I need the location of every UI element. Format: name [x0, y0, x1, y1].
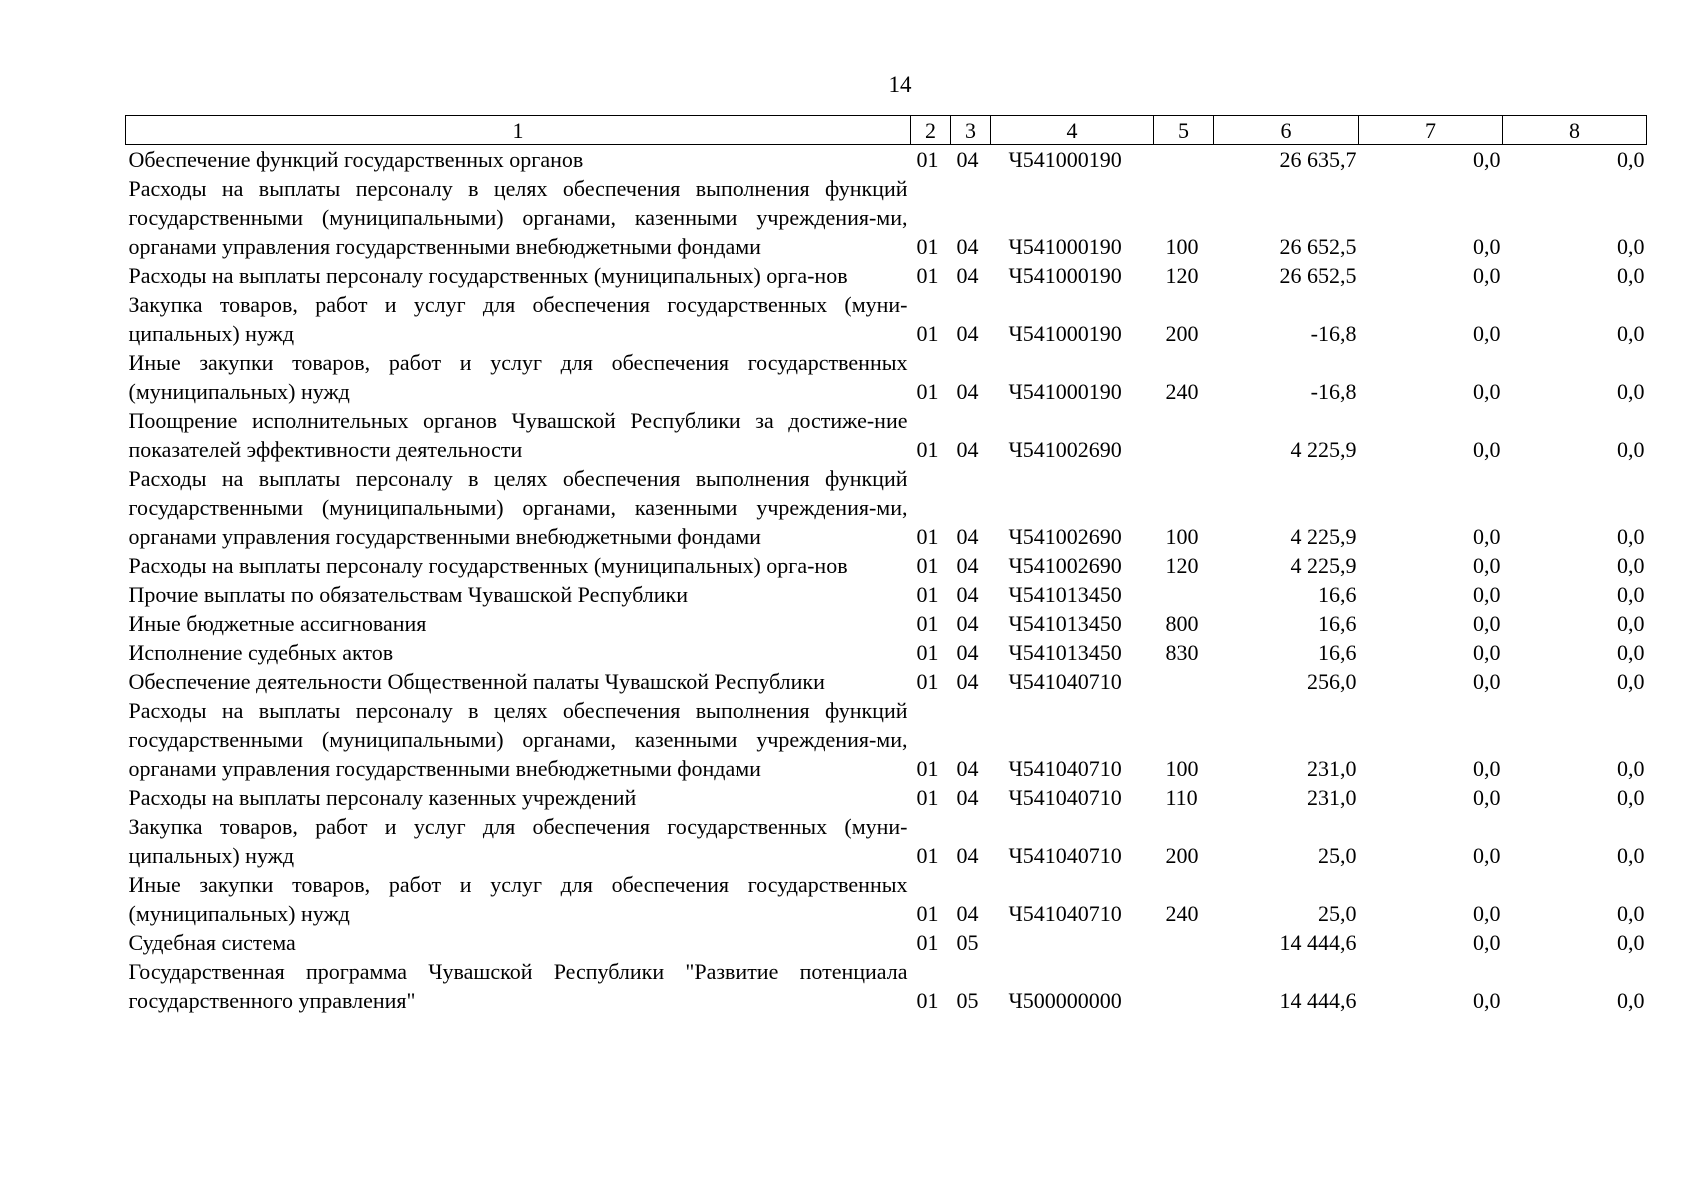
- header-col-7: 7: [1359, 116, 1503, 145]
- row-expense-type: 240: [1165, 379, 1199, 404]
- row-value-col8: 0,0: [1617, 930, 1645, 955]
- row-target-article: Ч541000190: [1008, 321, 1122, 346]
- row-subsection: 04: [956, 524, 979, 549]
- row-section: 01: [916, 321, 939, 346]
- row-value-col7: 0,0: [1473, 582, 1501, 607]
- row-section: 01: [916, 785, 939, 810]
- row-name: Расходы на выплаты персоналу государственных (муниципальных) орга-нов: [128, 553, 848, 578]
- header-col-5: 5: [1154, 116, 1214, 145]
- row-section: 01: [916, 640, 939, 665]
- row-section: 01: [916, 669, 939, 694]
- table-row: [126, 638, 1647, 667]
- row-target-article: Ч541002690: [1008, 524, 1122, 549]
- row-section: 01: [916, 437, 939, 462]
- row-name: Исполнение судебных актов: [128, 640, 394, 665]
- row-value-col6: 16,6: [1318, 582, 1357, 607]
- header-col-4: 4: [991, 116, 1154, 145]
- row-value-col7: 0,0: [1473, 437, 1501, 462]
- row-name: Обеспечение функций государственных органов: [128, 147, 584, 172]
- row-expense-type: 200: [1165, 843, 1199, 868]
- table-row: [126, 261, 1647, 290]
- table-row: [126, 145, 1647, 175]
- row-value-col8: 0,0: [1617, 785, 1645, 810]
- row-name: Обеспечение деятельности Общественной палаты Чувашской Республики: [128, 669, 825, 694]
- row-target-article: Ч541002690: [1008, 553, 1122, 578]
- row-expense-type: [1154, 957, 1214, 1015]
- row-name: Иные бюджетные ассигнования: [128, 611, 427, 636]
- row-value-col6: 231,0: [1307, 756, 1357, 781]
- row-value-col7: 0,0: [1473, 756, 1501, 781]
- row-expense-type: [1154, 406, 1214, 464]
- row-subsection: 05: [956, 988, 979, 1013]
- table-row: [126, 667, 1647, 696]
- row-subsection: 04: [956, 785, 979, 810]
- row-name: Поощрение исполнительных органов Чувашской Республики за достиже-ние показателей эффективности деятельности: [128, 408, 908, 462]
- table-header: [126, 116, 1647, 145]
- row-target-article: Ч541000190: [1008, 379, 1122, 404]
- row-target-article: Ч541002690: [1008, 437, 1122, 462]
- row-value-col7: 0,0: [1473, 524, 1501, 549]
- header-col-8: 8: [1503, 116, 1647, 145]
- header-row: [126, 116, 1647, 145]
- table-row: [126, 348, 1647, 406]
- page-number: 14: [888, 72, 912, 97]
- row-name: Закупка товаров, работ и услуг для обеспечения государственных (муни-ципальных) нужд: [128, 814, 908, 868]
- row-value-col6: 25,0: [1318, 901, 1357, 926]
- row-value-col8: 0,0: [1617, 234, 1645, 259]
- row-name: Расходы на выплаты персоналу в целях обеспечения выполнения функций государственными (муниципальными) органами, казенными учреждения-ми, органами управления государственными внебюджетными фондами: [128, 698, 908, 781]
- row-value-col8: 0,0: [1617, 524, 1645, 549]
- row-expense-type: 100: [1165, 756, 1199, 781]
- table-row: [126, 290, 1647, 348]
- row-value-col6: 256,0: [1307, 669, 1357, 694]
- row-name: Судебная система: [128, 930, 296, 955]
- header-col-1: 1: [126, 116, 911, 145]
- row-section: 01: [916, 147, 939, 172]
- row-name: Расходы на выплаты персоналу государственных (муниципальных) орга-нов: [128, 263, 848, 288]
- header-col-3: 3: [951, 116, 991, 145]
- row-target-article: Ч541000190: [1008, 263, 1122, 288]
- row-expense-type: 800: [1165, 611, 1199, 636]
- row-value-col8: 0,0: [1617, 553, 1645, 578]
- row-target-article: [991, 928, 1154, 957]
- row-expense-type: [1154, 667, 1214, 696]
- row-value-col7: 0,0: [1473, 785, 1501, 810]
- row-expense-type: 240: [1165, 901, 1199, 926]
- row-target-article: Ч541013450: [1008, 582, 1122, 607]
- row-target-article: Ч541040710: [1008, 843, 1122, 868]
- row-target-article: Ч541000190: [1008, 147, 1122, 172]
- row-expense-type: [1154, 145, 1214, 175]
- row-target-article: Ч541040710: [1008, 756, 1122, 781]
- row-subsection: 04: [956, 263, 979, 288]
- row-subsection: 05: [956, 930, 979, 955]
- row-target-article: Ч541000190: [1008, 234, 1122, 259]
- row-subsection: 04: [956, 611, 979, 636]
- row-value-col6: 16,6: [1318, 640, 1357, 665]
- row-subsection: 04: [956, 640, 979, 665]
- row-value-col8: 0,0: [1617, 611, 1645, 636]
- row-value-col6: 4 225,9: [1290, 524, 1357, 549]
- row-name: Закупка товаров, работ и услуг для обеспечения государственных (муни-ципальных) нужд: [128, 292, 908, 346]
- row-expense-type: 100: [1165, 524, 1199, 549]
- row-name: Расходы на выплаты персоналу казенных учреждений: [128, 785, 637, 810]
- row-value-col6: 4 225,9: [1290, 437, 1357, 462]
- row-expense-type: 830: [1165, 640, 1199, 665]
- row-target-article: Ч541040710: [1008, 669, 1122, 694]
- table-row: [126, 783, 1647, 812]
- row-expense-type: 200: [1165, 321, 1199, 346]
- row-value-col8: 0,0: [1617, 669, 1645, 694]
- row-value-col7: 0,0: [1473, 669, 1501, 694]
- row-target-article: Ч541040710: [1008, 901, 1122, 926]
- row-expense-type: 120: [1165, 263, 1199, 288]
- table-row: [126, 174, 1647, 261]
- row-subsection: 04: [956, 843, 979, 868]
- row-section: 01: [916, 901, 939, 926]
- row-section: 01: [916, 524, 939, 549]
- row-target-article: Ч541013450: [1008, 611, 1122, 636]
- row-value-col7: 0,0: [1473, 611, 1501, 636]
- row-section: 01: [916, 234, 939, 259]
- row-subsection: 04: [956, 379, 979, 404]
- table-row: [126, 580, 1647, 609]
- row-subsection: 04: [956, 437, 979, 462]
- row-value-col7: 0,0: [1473, 901, 1501, 926]
- row-value-col7: 0,0: [1473, 263, 1501, 288]
- row-value-col7: 0,0: [1473, 640, 1501, 665]
- row-value-col7: 0,0: [1473, 379, 1501, 404]
- row-value-col7: 0,0: [1473, 988, 1501, 1013]
- row-section: 01: [916, 553, 939, 578]
- row-target-article: Ч500000000: [1008, 988, 1122, 1013]
- row-subsection: 04: [956, 669, 979, 694]
- row-value-col8: 0,0: [1617, 437, 1645, 462]
- row-subsection: 04: [956, 582, 979, 607]
- row-section: 01: [916, 379, 939, 404]
- table-row: [126, 609, 1647, 638]
- row-value-col7: 0,0: [1473, 234, 1501, 259]
- table-row: [126, 870, 1647, 928]
- row-section: 01: [916, 582, 939, 607]
- row-expense-type: 110: [1165, 785, 1198, 810]
- row-value-col6: 25,0: [1318, 843, 1357, 868]
- header-col-6: 6: [1214, 116, 1359, 145]
- row-value-col8: 0,0: [1617, 756, 1645, 781]
- table-body: [126, 145, 1647, 1016]
- table-row: [126, 812, 1647, 870]
- header-col-2: 2: [911, 116, 951, 145]
- table-row: [126, 406, 1647, 464]
- table-row: [126, 464, 1647, 551]
- row-value-col6: 14 444,6: [1279, 930, 1357, 955]
- row-expense-type: [1154, 928, 1214, 957]
- row-section: 01: [916, 756, 939, 781]
- row-value-col7: 0,0: [1473, 843, 1501, 868]
- row-section: 01: [916, 263, 939, 288]
- row-subsection: 04: [956, 553, 979, 578]
- row-name: Расходы на выплаты персоналу в целях обеспечения выполнения функций государственными (муниципальными) органами, казенными учреждения-ми, органами управления государственными внебюджетными фондами: [128, 466, 908, 549]
- row-value-col8: 0,0: [1617, 988, 1645, 1013]
- table-row: [126, 957, 1647, 1015]
- row-value-col6: 26 652,5: [1279, 263, 1357, 288]
- row-value-col6: -16,8: [1310, 379, 1357, 404]
- row-name: Прочие выплаты по обязательствам Чувашской Республики: [128, 582, 688, 607]
- row-section: 01: [916, 930, 939, 955]
- row-value-col8: 0,0: [1617, 321, 1645, 346]
- row-name: Государственная программа Чувашской Республики "Развитие потенциала государственного управления": [128, 959, 908, 1013]
- row-expense-type: 100: [1165, 234, 1199, 259]
- row-target-article: Ч541013450: [1008, 640, 1122, 665]
- row-value-col8: 0,0: [1617, 901, 1645, 926]
- row-target-article: Ч541040710: [1008, 785, 1122, 810]
- row-subsection: 04: [956, 234, 979, 259]
- row-value-col6: 26 652,5: [1279, 234, 1357, 259]
- row-name: Иные закупки товаров, работ и услуг для обеспечения государственных (муниципальных) нужд: [128, 872, 908, 926]
- row-value-col7: 0,0: [1473, 930, 1501, 955]
- row-expense-type: 120: [1165, 553, 1199, 578]
- row-value-col6: -16,8: [1310, 321, 1357, 346]
- row-subsection: 04: [956, 147, 979, 172]
- row-value-col7: 0,0: [1473, 553, 1501, 578]
- row-value-col8: 0,0: [1617, 263, 1645, 288]
- row-section: 01: [916, 843, 939, 868]
- row-subsection: 04: [956, 901, 979, 926]
- row-value-col6: 231,0: [1307, 785, 1357, 810]
- row-value-col7: 0,0: [1473, 321, 1501, 346]
- table-row: [126, 696, 1647, 783]
- row-value-col8: 0,0: [1617, 640, 1645, 665]
- row-value-col8: 0,0: [1617, 582, 1645, 607]
- row-name: Расходы на выплаты персоналу в целях обеспечения выполнения функций государственными (муниципальными) органами, казенными учреждения-ми, органами управления государственными внебюджетными фондами: [128, 176, 908, 259]
- row-value-col6: 14 444,6: [1279, 988, 1357, 1013]
- row-value-col7: 0,0: [1473, 147, 1501, 172]
- row-subsection: 04: [956, 756, 979, 781]
- row-value-col8: 0,0: [1617, 147, 1645, 172]
- row-name: Иные закупки товаров, работ и услуг для обеспечения государственных (муниципальных) нужд: [128, 350, 908, 404]
- budget-table: [125, 115, 1647, 1015]
- row-value-col6: 16,6: [1318, 611, 1357, 636]
- row-section: 01: [916, 611, 939, 636]
- row-expense-type: [1154, 580, 1214, 609]
- row-value-col6: 26 635,7: [1279, 147, 1357, 172]
- row-value-col8: 0,0: [1617, 843, 1645, 868]
- row-value-col6: 4 225,9: [1290, 553, 1357, 578]
- table-row: [126, 928, 1647, 957]
- table-row: [126, 551, 1647, 580]
- row-section: 01: [916, 988, 939, 1013]
- row-subsection: 04: [956, 321, 979, 346]
- row-value-col8: 0,0: [1617, 379, 1645, 404]
